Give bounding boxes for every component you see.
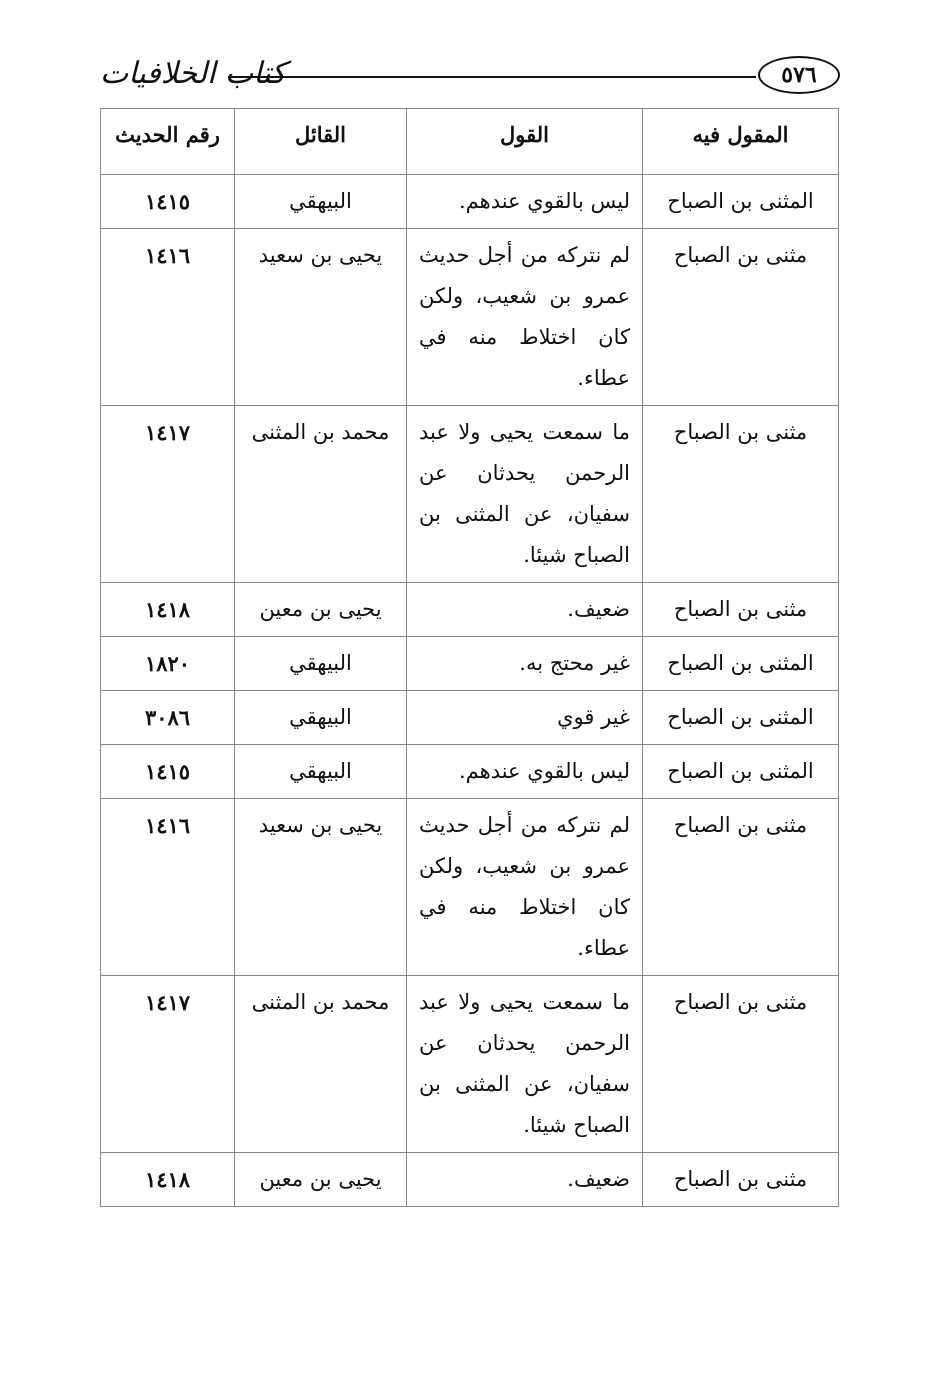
narrators-table	[100, 108, 839, 1207]
cell-hadith-number: ١٤١٨	[101, 1153, 235, 1207]
cell-sayer: يحيى بن معين	[235, 583, 407, 637]
cell-sayer: محمد بن المثنى	[235, 976, 407, 1153]
table-row	[101, 799, 839, 976]
cell-subject: المثنى بن الصباح	[643, 175, 839, 229]
cell-statement: ليس بالقوي عندهم.	[407, 745, 643, 799]
cell-statement: ضعيف.	[407, 583, 643, 637]
table-row	[101, 1153, 839, 1207]
column-header-sayer: القائل	[235, 109, 407, 175]
column-header-statement: القول	[407, 109, 643, 175]
cell-hadith-number: ١٤١٥	[101, 745, 235, 799]
cell-hadith-number: ١٨٢٠	[101, 637, 235, 691]
cell-subject: مثنى بن الصباح	[643, 229, 839, 406]
cell-hadith-number: ١٤١٥	[101, 175, 235, 229]
cell-statement: لم نتركه من أجل حديث عمرو بن شعيب، ولكن كان اختلاط منه في عطاء.	[407, 229, 643, 406]
cell-hadith-number: ١٤١٧	[101, 976, 235, 1153]
cell-statement: لم نتركه من أجل حديث عمرو بن شعيب، ولكن كان اختلاط منه في عطاء.	[407, 799, 643, 976]
cell-hadith-number: ١٤١٧	[101, 406, 235, 583]
cell-sayer: البيهقي	[235, 637, 407, 691]
header-rule	[228, 76, 756, 78]
cell-statement: ليس بالقوي عندهم.	[407, 175, 643, 229]
table-row	[101, 745, 839, 799]
table-row	[101, 637, 839, 691]
cell-sayer: يحيى بن معين	[235, 1153, 407, 1207]
table-row	[101, 976, 839, 1153]
cell-subject: المثنى بن الصباح	[643, 691, 839, 745]
table-row	[101, 406, 839, 583]
table-row	[101, 175, 839, 229]
cell-hadith-number: ٣٠٨٦	[101, 691, 235, 745]
cell-subject: مثنى بن الصباح	[643, 406, 839, 583]
column-header-hadith-number: رقم الحديث	[101, 109, 235, 175]
cell-sayer: محمد بن المثنى	[235, 406, 407, 583]
cell-statement: غير محتج به.	[407, 637, 643, 691]
cell-sayer: البيهقي	[235, 175, 407, 229]
page-number: ٥٧٦	[758, 56, 840, 94]
cell-hadith-number: ١٤١٨	[101, 583, 235, 637]
table-row	[101, 229, 839, 406]
cell-statement: ضعيف.	[407, 1153, 643, 1207]
cell-hadith-number: ١٤١٦	[101, 229, 235, 406]
cell-subject: مثنى بن الصباح	[643, 583, 839, 637]
cell-statement: ما سمعت يحيى ولا عبد الرحمن يحدثان عن سفيان، عن المثنى بن الصباح شيئا.	[407, 406, 643, 583]
cell-sayer: البيهقي	[235, 745, 407, 799]
book-title: كتاب الخلافيات	[100, 56, 286, 91]
table-row	[101, 691, 839, 745]
cell-sayer: البيهقي	[235, 691, 407, 745]
cell-statement: غير قوي	[407, 691, 643, 745]
cell-subject: مثنى بن الصباح	[643, 799, 839, 976]
cell-subject: مثنى بن الصباح	[643, 976, 839, 1153]
page-header	[100, 52, 840, 102]
cell-subject: المثنى بن الصباح	[643, 745, 839, 799]
cell-sayer: يحيى بن سعيد	[235, 799, 407, 976]
cell-subject: مثنى بن الصباح	[643, 1153, 839, 1207]
narrators-table-wrapper	[100, 108, 838, 1207]
cell-subject: المثنى بن الصباح	[643, 637, 839, 691]
column-header-subject: المقول فيه	[643, 109, 839, 175]
table-header-row	[101, 109, 839, 175]
cell-statement: ما سمعت يحيى ولا عبد الرحمن يحدثان عن سفيان، عن المثنى بن الصباح شيئا.	[407, 976, 643, 1153]
cell-hadith-number: ١٤١٦	[101, 799, 235, 976]
table-row	[101, 583, 839, 637]
cell-sayer: يحيى بن سعيد	[235, 229, 407, 406]
